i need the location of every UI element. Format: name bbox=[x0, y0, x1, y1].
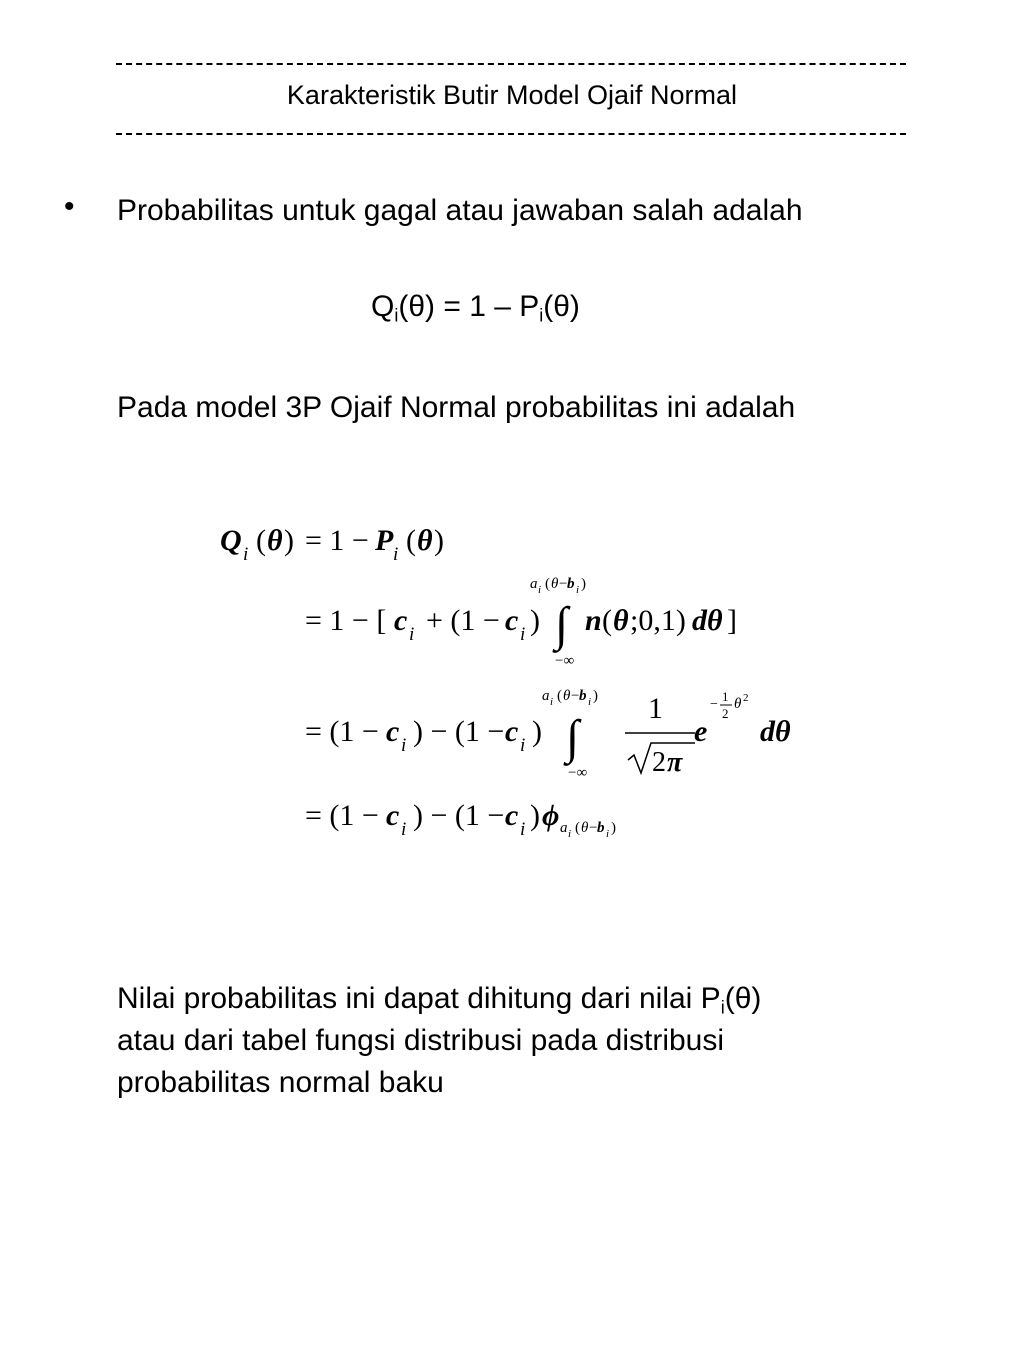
svg-text:1: 1 bbox=[722, 689, 729, 704]
bullet-text: Probabilitas untuk gagal atau jawaban salah adalah bbox=[117, 194, 803, 227]
svg-text:): ) bbox=[530, 604, 540, 637]
equation-line-1 bbox=[220, 524, 444, 565]
svg-text:−: − bbox=[710, 697, 718, 712]
svg-text:θ: θ bbox=[417, 524, 433, 557]
svg-text:θ: θ bbox=[581, 820, 589, 836]
svg-text:dθ: dθ bbox=[760, 715, 791, 748]
svg-text:(: ( bbox=[575, 820, 580, 836]
svg-text:∫: ∫ bbox=[555, 598, 569, 651]
svg-text:) − (1 −: ) − (1 − bbox=[413, 715, 505, 748]
svg-text:i: i bbox=[520, 819, 526, 840]
svg-text:i: i bbox=[538, 584, 542, 596]
svg-text:i: i bbox=[520, 735, 526, 756]
svg-text:1: 1 bbox=[648, 692, 663, 725]
svg-text:c: c bbox=[394, 604, 408, 637]
svg-text:): ) bbox=[611, 820, 616, 836]
svg-text:θ: θ bbox=[613, 604, 629, 637]
svg-text:]: ] bbox=[727, 604, 737, 637]
formula-q-sub: i bbox=[394, 305, 399, 326]
svg-text:b: b bbox=[567, 576, 575, 592]
svg-text:b: b bbox=[597, 820, 605, 836]
formula-q-arg: (θ) = 1 – P bbox=[398, 290, 540, 323]
svg-text:): ) bbox=[284, 524, 294, 557]
derivation-equation bbox=[200, 505, 840, 845]
svg-text:): ) bbox=[532, 715, 542, 748]
svg-text:): ) bbox=[434, 524, 444, 557]
formula-p-sub: i bbox=[539, 305, 544, 326]
svg-text:θ: θ bbox=[563, 688, 571, 704]
svg-text:2: 2 bbox=[652, 747, 666, 778]
header-rule-bottom bbox=[116, 133, 906, 135]
svg-text:dθ: dθ bbox=[692, 604, 723, 637]
svg-text:c: c bbox=[505, 604, 519, 637]
equation-line-3 bbox=[305, 688, 791, 781]
svg-text:π: π bbox=[667, 747, 683, 778]
formula-p-arg: (θ) bbox=[543, 290, 580, 323]
svg-text:): ) bbox=[530, 799, 540, 832]
svg-text:): ) bbox=[593, 688, 598, 704]
svg-text:= (1 −: = (1 − bbox=[305, 715, 379, 748]
svg-text:c: c bbox=[505, 799, 519, 832]
closing-line-2: atau dari tabel fungsi distribusi pada distribusi bbox=[117, 1024, 725, 1057]
svg-text:a: a bbox=[530, 576, 538, 592]
formula-q: Q bbox=[371, 290, 395, 323]
svg-text:a: a bbox=[542, 688, 550, 704]
svg-text:;0,1): ;0,1) bbox=[630, 604, 686, 637]
svg-text:−: − bbox=[571, 688, 580, 704]
svg-text:−: − bbox=[559, 576, 568, 592]
svg-text:i: i bbox=[588, 696, 592, 708]
svg-text:(: ( bbox=[557, 688, 562, 704]
svg-text:2: 2 bbox=[722, 706, 729, 721]
closing-line-1-sub: i bbox=[720, 997, 725, 1018]
svg-text:i: i bbox=[606, 828, 610, 840]
svg-text:) − (1 −: ) − (1 − bbox=[413, 799, 505, 832]
svg-text:i: i bbox=[576, 584, 580, 596]
svg-text:c: c bbox=[505, 715, 519, 748]
svg-text:(: ( bbox=[545, 576, 550, 592]
svg-text:i: i bbox=[401, 819, 407, 840]
svg-text:e: e bbox=[694, 715, 708, 748]
svg-text:(: ( bbox=[406, 524, 416, 557]
svg-text:c: c bbox=[386, 799, 400, 832]
svg-text:(: ( bbox=[602, 604, 612, 637]
svg-text:θ: θ bbox=[267, 524, 283, 557]
svg-text:= (1 −: = (1 − bbox=[305, 799, 379, 832]
svg-text:i: i bbox=[550, 696, 554, 708]
svg-text:= 1 −: = 1 − bbox=[305, 524, 369, 557]
closing-line-1-b: (θ) bbox=[724, 982, 762, 1015]
svg-text:(: ( bbox=[256, 524, 266, 557]
page-title: Karakteristik Butir Model Ojaif Normal bbox=[286, 80, 738, 110]
svg-text:i: i bbox=[393, 544, 399, 565]
closing-line-1-a: Nilai probabilitas ini dapat dihitung dari nilai P bbox=[117, 982, 721, 1015]
closing-text bbox=[117, 978, 761, 1104]
closing-line-3: probabilitas normal baku bbox=[117, 1066, 444, 1099]
svg-text:∫: ∫ bbox=[566, 711, 580, 764]
equation-line-2 bbox=[305, 576, 737, 669]
formula-q-equals-one-minus-p bbox=[371, 290, 580, 324]
svg-text:−∞: −∞ bbox=[555, 653, 575, 669]
svg-text:−∞: −∞ bbox=[568, 765, 588, 781]
svg-text:b: b bbox=[579, 688, 587, 704]
svg-text:P: P bbox=[375, 524, 394, 557]
bullet-icon: • bbox=[64, 190, 75, 223]
model-intro-text: Pada model 3P Ojaif Normal probabilitas ini adalah bbox=[117, 391, 796, 424]
svg-text:n: n bbox=[585, 604, 602, 637]
svg-text:): ) bbox=[581, 576, 586, 592]
svg-text:a: a bbox=[560, 820, 568, 836]
svg-text:θ: θ bbox=[734, 696, 742, 712]
svg-text:i: i bbox=[243, 544, 249, 565]
closing-line-1 bbox=[117, 978, 761, 1020]
svg-text:i: i bbox=[568, 828, 572, 840]
svg-text:+ (1 −: + (1 − bbox=[426, 604, 500, 637]
equation-line-4 bbox=[305, 799, 616, 840]
svg-text:Q: Q bbox=[220, 524, 242, 557]
svg-text:i: i bbox=[401, 735, 407, 756]
svg-text:i: i bbox=[520, 624, 526, 645]
svg-text:i: i bbox=[409, 624, 415, 645]
svg-text:c: c bbox=[386, 715, 400, 748]
svg-text:−: − bbox=[589, 820, 598, 836]
svg-text:ϕ: ϕ bbox=[542, 799, 560, 832]
svg-text:= 1 − [: = 1 − [ bbox=[305, 604, 387, 637]
header-rule-top bbox=[116, 63, 906, 65]
svg-text:2: 2 bbox=[743, 692, 749, 704]
svg-text:θ: θ bbox=[551, 576, 559, 592]
